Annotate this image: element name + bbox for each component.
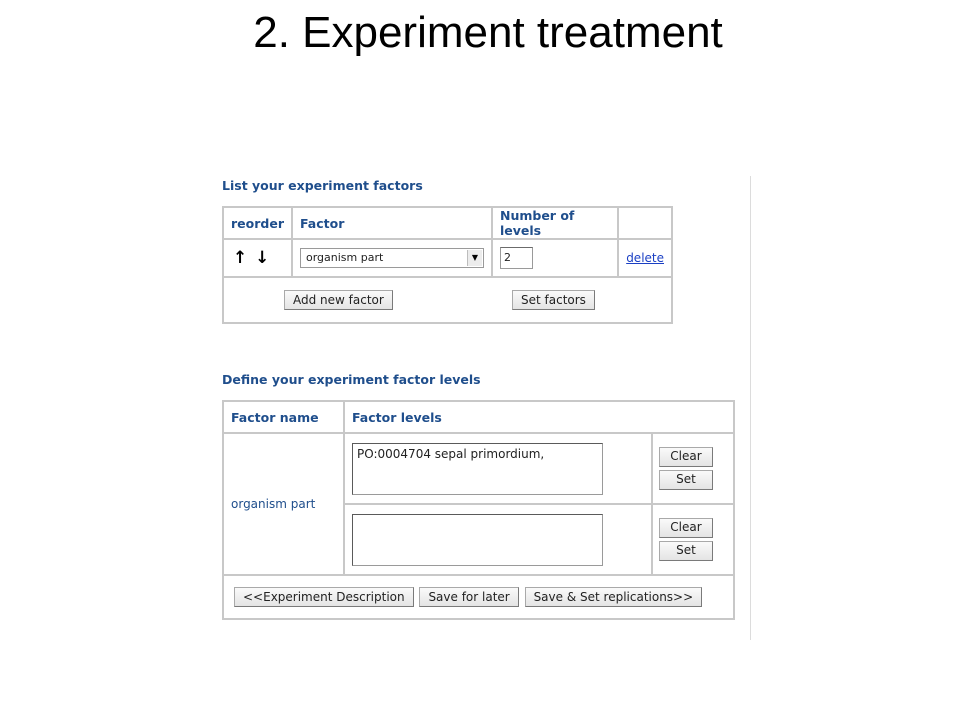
- levels-table: [222, 400, 735, 620]
- set-level-button[interactable]: Set: [659, 470, 713, 490]
- level-buttons-cell: [652, 504, 734, 575]
- delete-cell: [618, 239, 672, 277]
- level-buttons-cell: [652, 433, 734, 504]
- factor-level-textarea[interactable]: [352, 514, 603, 566]
- column-header-reorder: reorder: [223, 207, 292, 239]
- factor-level-textarea[interactable]: PO:0004704 sepal primordium,: [352, 443, 603, 495]
- column-header-levels: Number of levels: [492, 207, 618, 239]
- factor-name-cell: [223, 433, 344, 575]
- arrow-up-icon[interactable]: ↑: [233, 248, 248, 268]
- levels-heading: Define your experiment factor levels: [222, 372, 481, 387]
- dropdown-arrow-icon[interactable]: ▼: [467, 250, 482, 266]
- factor-name-label: organism part: [231, 497, 316, 511]
- factor-cell: [292, 239, 492, 277]
- factors-table: [222, 206, 673, 324]
- level-row: [223, 433, 734, 504]
- column-header-factor: Factor: [292, 207, 492, 239]
- clear-level-button[interactable]: Clear: [659, 447, 713, 467]
- factors-heading: List your experiment factors: [222, 178, 423, 193]
- factor-select[interactable]: [300, 248, 484, 268]
- arrow-down-icon[interactable]: ↓: [255, 248, 270, 268]
- set-level-button[interactable]: Set: [659, 541, 713, 561]
- save-set-replications-button[interactable]: Save & Set replications>>: [525, 587, 703, 607]
- level-value-cell: [344, 433, 652, 504]
- factor-row: [223, 239, 672, 277]
- add-new-factor-button[interactable]: Add new factor: [284, 290, 393, 310]
- column-header-factor-levels: Factor levels: [344, 401, 734, 433]
- slide-title: 2. Experiment treatment: [253, 8, 723, 57]
- navigation-buttons-cell: [223, 575, 734, 619]
- column-header-actions: [618, 207, 672, 239]
- experiment-description-button[interactable]: <<Experiment Description: [234, 587, 414, 607]
- levels-cell: [492, 239, 618, 277]
- factor-select-value: organism part: [306, 251, 384, 264]
- level-value-cell: [344, 504, 652, 575]
- clear-level-button[interactable]: Clear: [659, 518, 713, 538]
- delete-factor-link[interactable]: delete: [626, 251, 664, 265]
- set-factors-button[interactable]: Set factors: [512, 290, 595, 310]
- panel-divider: [750, 176, 751, 640]
- reorder-cell: [223, 239, 292, 277]
- factor-actions-cell: [223, 277, 672, 323]
- save-for-later-button[interactable]: Save for later: [419, 587, 518, 607]
- number-of-levels-input[interactable]: 2: [500, 247, 533, 269]
- column-header-factor-name: Factor name: [223, 401, 344, 433]
